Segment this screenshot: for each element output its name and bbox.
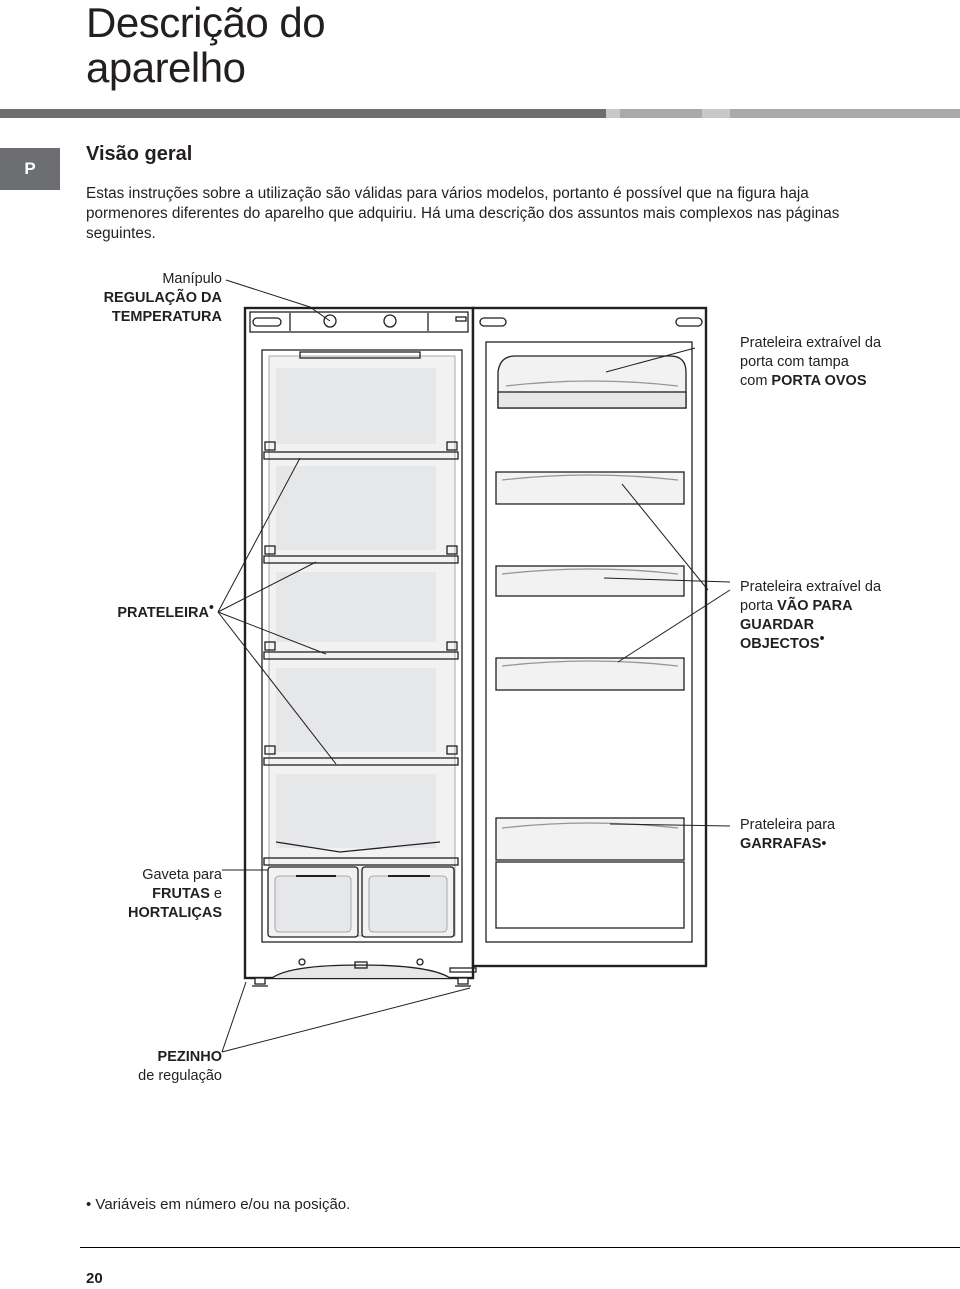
footer-rule xyxy=(80,1247,960,1248)
label-door-shelf xyxy=(740,578,881,654)
section-title: Visão geral xyxy=(86,143,193,165)
label-crisper-line3: HORTALIÇAS xyxy=(128,905,222,921)
label-crisper-line1: Gaveta para xyxy=(142,867,222,883)
label-crisper xyxy=(128,866,222,923)
cabinet xyxy=(245,308,476,986)
label-bottle-shelf xyxy=(740,816,835,854)
label-feet xyxy=(138,1048,222,1086)
label-thermostat-line1: Manípulo xyxy=(162,271,222,287)
label-thermostat-line2: REGULAÇÃO DA xyxy=(103,290,222,306)
page-title-line1: Descrição do xyxy=(86,0,326,46)
language-tab: P xyxy=(0,148,60,190)
label-door-shelf-line3: GUARDAR xyxy=(740,617,815,633)
label-shelf xyxy=(117,600,214,623)
bullet-icon: • xyxy=(821,836,827,852)
label-egg-shelf-bold: PORTA OVOS xyxy=(771,373,867,389)
bullet-icon: • xyxy=(208,600,214,616)
label-shelf-text: PRATELEIRA xyxy=(117,605,209,621)
bullet-icon: • xyxy=(819,631,825,647)
page-title-line2: aparelho xyxy=(86,44,246,91)
label-thermostat xyxy=(104,270,222,327)
intro-paragraph: Estas instruções sobre a utilização são válidas para vários modelos, portanto é possível que na figura haja pormenores diferentes do aparelho que adquiriu. Há uma descrição dos assuntos mais complexos nas páginas seguintes. xyxy=(86,185,840,242)
label-door-shelf-prefix: porta xyxy=(740,598,778,614)
label-door-shelf-bold: VÃO PARA xyxy=(777,598,853,614)
label-thermostat-line3: TEMPERATURA xyxy=(111,309,222,325)
footnote-text: Variáveis em número e/ou na posição. xyxy=(91,1196,351,1213)
label-door-shelf-line1: Prateleira extraível da xyxy=(740,579,882,595)
label-feet-line1: PEZINHO xyxy=(157,1049,222,1065)
door xyxy=(473,308,706,966)
label-crisper-suffix: e xyxy=(209,886,222,902)
footnote xyxy=(86,1196,350,1213)
bullet-icon: • xyxy=(86,1196,92,1213)
label-feet-line2: de regulação xyxy=(138,1068,222,1084)
label-egg-shelf-prefix: com xyxy=(740,373,772,389)
page-number: 20 xyxy=(86,1270,103,1287)
label-egg-shelf xyxy=(740,334,881,391)
label-egg-shelf-line1: Prateleira extraível da xyxy=(740,335,882,351)
label-bottle-shelf-line1: Prateleira para xyxy=(740,817,836,833)
label-egg-shelf-line2: porta com tampa xyxy=(740,354,849,370)
label-crisper-bold: FRUTAS xyxy=(152,886,210,902)
label-door-shelf-line4: OBJECTOS xyxy=(740,636,820,652)
label-bottle-shelf-line2: GARRAFAS xyxy=(740,836,822,852)
